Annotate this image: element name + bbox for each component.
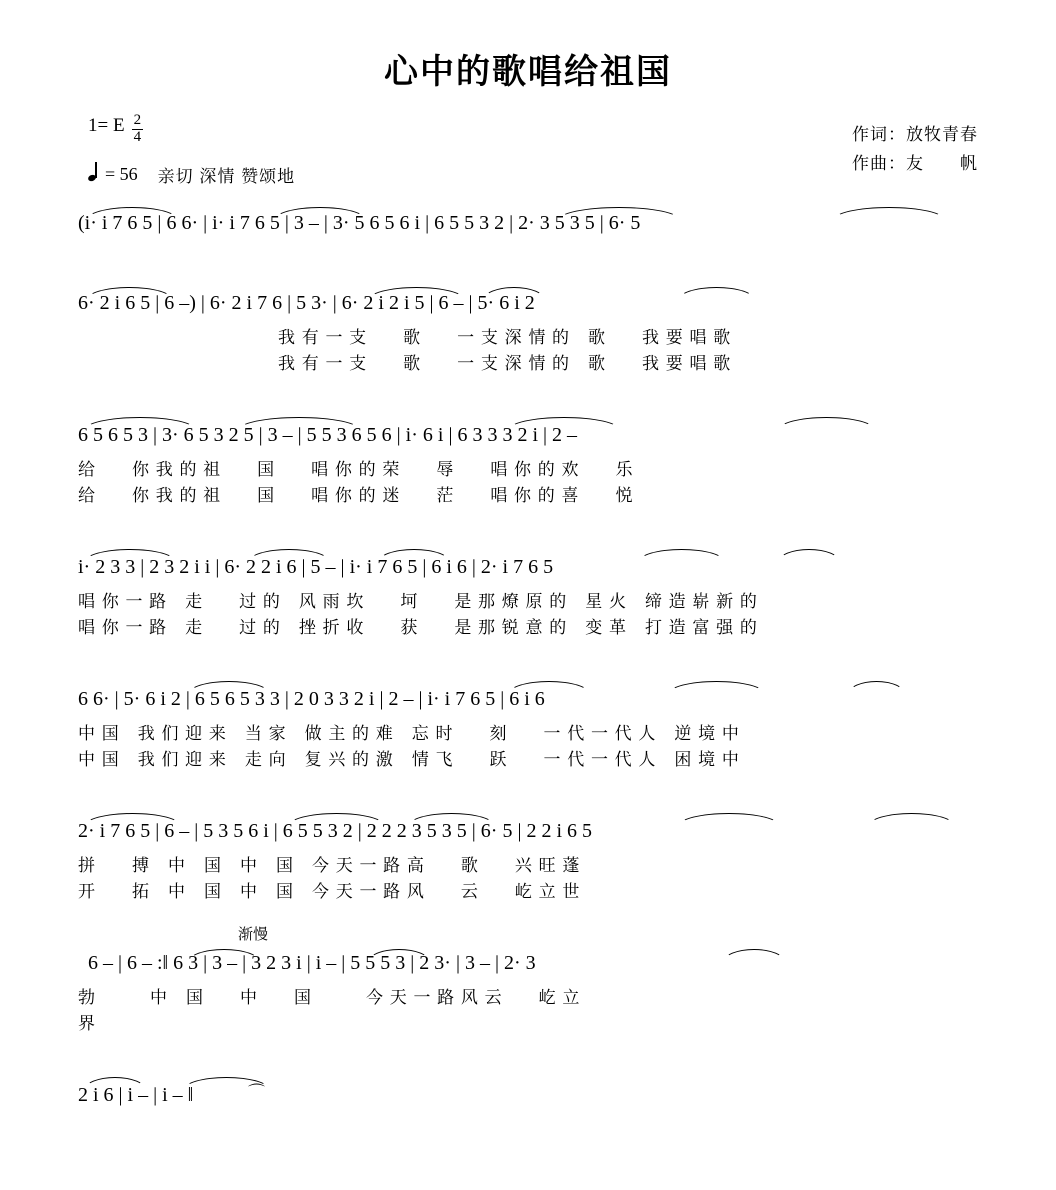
notation-text: 6· 2 i 6 5 | 6 –) | 6· 2 i 7 6 | 5 3· | 6· 2 i 2 i 5 | 6 – | 5· 6 i 2 bbox=[78, 292, 535, 314]
key-signature: 1= E bbox=[88, 115, 125, 136]
lyrics-line-1: 我 有 一 支 歌 一 支 深 情 的 歌 我 要 唱 歌 bbox=[278, 328, 732, 347]
fermata-icon: ⌒ bbox=[248, 1083, 265, 1102]
lyrics-line-1: 唱 你 一 路 走 过 的 风 雨 坎 坷 是 那 燎 原 的 星 火 缔 造 崭 新 的 bbox=[78, 592, 758, 611]
notation-row bbox=[78, 413, 978, 457]
notation-text: 2· i 7 6 5 | 6 – | 5 3 5 6 i | 6 5 5 3 2 | 2 2 2 3 5 3 5 | 6· 5 | 2 2 i 6 5 bbox=[78, 820, 593, 842]
slur-mark bbox=[678, 813, 780, 826]
composer-credit: 作曲：友 帆 bbox=[852, 153, 978, 173]
music-system-7 bbox=[78, 926, 978, 1063]
notation-text: (i· i 7 6 5 | 6 6· | i· i 7 6 5 | 3 – | 3· 5 6 5 6 i | 6 5 5 3 2 | 2· 3 5 3 5 | 6· 5 bbox=[78, 212, 641, 234]
notation-row bbox=[78, 545, 978, 589]
lyrics-line-2: 开 拓 中 国 中 国 今 天 一 路 风 云 屹 立 世 bbox=[78, 882, 581, 901]
music-system-3 bbox=[78, 403, 978, 535]
music-system-8 bbox=[78, 1063, 978, 1117]
music-system-1 bbox=[78, 191, 978, 271]
slur-mark bbox=[848, 681, 905, 694]
page-title: 心中的歌唱给祖国 bbox=[384, 53, 672, 91]
credits-block bbox=[852, 121, 978, 179]
ritardando-marking: 渐慢 bbox=[238, 926, 269, 943]
slur-mark bbox=[778, 549, 840, 562]
lyricist-credit: 作词：放牧青春 bbox=[852, 125, 978, 144]
lyrics-line-1: 勃 中 国 中 国 今 天 一 路 风 云 屹 立 bbox=[78, 988, 581, 1007]
lyrics-line-1: 中 国 我 们 迎 来 当 家 做 主 的 难 忘 时 刻 一 代 一 代 人 逆 境 中 bbox=[78, 724, 740, 743]
notation-row bbox=[78, 1073, 978, 1117]
slur-layer bbox=[78, 1073, 978, 1117]
tempo-line bbox=[88, 162, 295, 187]
slur-mark bbox=[833, 207, 945, 220]
score-header bbox=[0, 112, 1056, 191]
lyrics-line-2: 我 有 一 支 歌 一 支 深 情 的 歌 我 要 唱 歌 bbox=[278, 354, 732, 373]
music-system-2 bbox=[78, 271, 978, 403]
notation-text: 6 6· | 5· 6 i 2 | 6 5 6 5 3 3 | 2 0 3 3 2 i | 2 – | i· i 7 6 5 | 6 i 6 bbox=[78, 688, 545, 710]
lyrics-line-2: 中 国 我 们 迎 来 走 向 复 兴 的 激 情 飞 跃 一 代 一 代 人 困 境 中 bbox=[78, 750, 740, 769]
music-system-4 bbox=[78, 535, 978, 667]
sheet-music-page bbox=[0, 44, 1056, 1190]
notation-text: i· 2 3 3 | 2 3 2 i i | 6· 2 2 i 6 | 5 – | i· i 7 6 5 | 6 i 6 | 2· i 7 6 5 bbox=[78, 556, 554, 578]
notation-text: 2 i 6 | i – | i – ‖ bbox=[78, 1084, 194, 1106]
notation-text: 6 – | 6 – :‖ 6 3 | 3 – | 3 2 3 i | i – | 5 5 5 3 | 2 3· | 3 – | 2· 3 bbox=[88, 952, 536, 974]
tempo-value: = 56 bbox=[105, 163, 138, 184]
time-signature-numerator: 2 bbox=[133, 112, 142, 128]
notation-row bbox=[78, 201, 978, 245]
slur-mark bbox=[723, 949, 785, 962]
lyrics-line-2: 唱 你 一 路 走 过 的 挫 折 收 获 是 那 锐 意 的 变 革 打 造 富 强 的 bbox=[78, 618, 758, 637]
quarter-note-icon bbox=[88, 165, 99, 183]
music-system-5 bbox=[78, 667, 978, 799]
notation-row bbox=[78, 941, 978, 985]
notation-row bbox=[78, 281, 978, 325]
key-and-tempo-block bbox=[88, 112, 296, 187]
slur-mark bbox=[668, 681, 765, 694]
lyrics-line-2: 界 bbox=[78, 1014, 96, 1033]
notation-text: 6 5 6 5 3 | 3· 6 5 3 2 5 | 3 – | 5 5 3 6 5 6 | i· 6 i | 6 3 3 3 2 i | 2 – bbox=[78, 424, 578, 446]
slur-mark bbox=[778, 417, 875, 430]
slur-mark bbox=[638, 549, 725, 562]
notation-row bbox=[78, 677, 978, 721]
music-system-6 bbox=[78, 799, 978, 931]
lyrics-line-1: 拼 搏 中 国 中 国 今 天 一 路 高 歌 兴 旺 蓬 bbox=[78, 856, 581, 875]
notation-row bbox=[78, 809, 978, 853]
time-signature bbox=[132, 113, 144, 146]
time-signature-denominator: 4 bbox=[133, 128, 142, 145]
expression-marking: 亲切 深情 赞颂地 bbox=[157, 166, 296, 186]
lyrics-line-2: 给 你 我 的 祖 国 唱 你 的 迷 茫 唱 你 的 喜 悦 bbox=[78, 486, 634, 505]
lyrics-line-1: 给 你 我 的 祖 国 唱 你 的 荣 辱 唱 你 的 欢 乐 bbox=[78, 460, 634, 479]
slur-mark bbox=[868, 813, 955, 826]
key-signature-line bbox=[88, 112, 295, 148]
slur-mark bbox=[678, 287, 755, 300]
